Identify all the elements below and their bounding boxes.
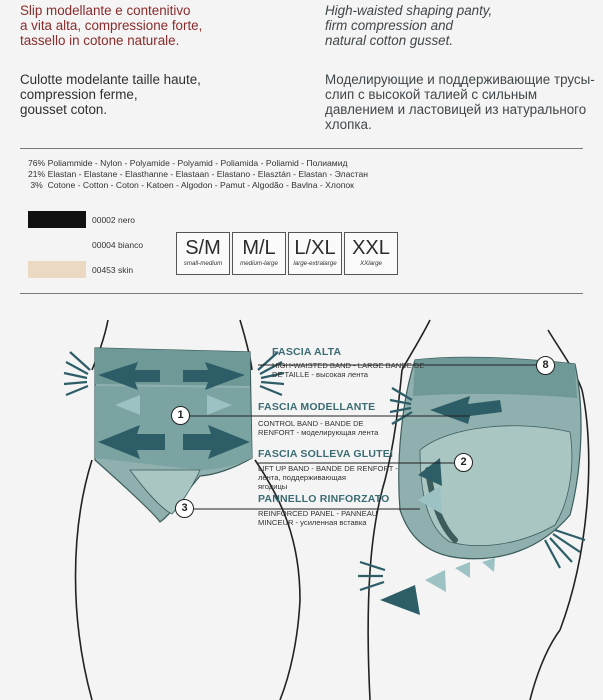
callout-number-2: 2 — [454, 453, 473, 472]
description-french: Culotte modelante taille haute, compression ferme, gousset coton. — [20, 72, 201, 117]
callout-title-fascia-modellante: FASCIA MODELLANTE — [258, 401, 376, 413]
size-box-ml — [232, 232, 286, 275]
size-sub: XXlarge — [359, 260, 382, 267]
colour-label: 00453 skin — [92, 265, 134, 275]
size-code: L/XL — [294, 237, 336, 259]
divider-bottom — [20, 293, 583, 294]
divider-top — [20, 148, 583, 149]
description-russian: Моделирующие и поддерживающие трусы- слип с высокой талией с сильным давлением и ластовицей из натурального хлопка. — [325, 72, 595, 132]
callout-desc-fascia-alta: HIGH-WAISTED BAND - LARGE BANDE DE DE TAILLE - высокая лента — [272, 361, 425, 379]
callout-number-3: 3 — [175, 499, 194, 518]
back-garment — [399, 357, 581, 558]
colour-label: 00002 nero — [92, 215, 136, 225]
callout-desc-pannello-rinforzato: REINFORCED PANEL - PANNEAU MINCEUR - усиленная вставка — [258, 509, 378, 527]
callout-desc-fascia-modellante: CONTROL BAND - BANDE DE RENFORT - моделирующая лента — [258, 419, 379, 437]
colour-swatch-skin — [28, 261, 86, 278]
description-italian: Slip modellante e contenitivo a vita alta, compressione forte, tassello in cotone naturale. — [20, 3, 203, 48]
size-sub: medium-large — [240, 260, 278, 267]
size-box-xxl — [344, 232, 398, 275]
size-box-lxl — [288, 232, 342, 275]
description-english: High-waisted shaping panty, firm compression and natural cotton gusset. — [325, 3, 493, 48]
composition-line: 76% Poliammide - Nylon - Polyamide - Polyamid - Poliamida - Poliamid - Полиамид — [28, 158, 348, 168]
size-sub: large-extralarge — [293, 260, 337, 267]
callout-desc-fascia-solleva-glutei: LIFT UP BAND - BANDE DE RENFORT - лента, поддерживающая ягодицы — [258, 464, 398, 491]
callout-title-fascia-alta: FASCIA ALTA — [272, 346, 342, 358]
size-box-sm — [176, 232, 230, 275]
callout-number-8: 8 — [536, 356, 555, 375]
composition-line: 21% Elastan - Elastane - Elasthanne - Elastaan - Elastano - Elasztán - Elastan - Эластан — [28, 169, 369, 179]
size-sub: small-medium — [183, 260, 223, 267]
size-code: S/M — [185, 237, 221, 259]
colour-swatch-nero — [28, 211, 86, 228]
colour-label: 00004 bianco — [92, 240, 144, 250]
callout-title-fascia-solleva-glutei: FASCIA SOLLEVA GLUTEI — [258, 448, 394, 460]
composition-line: 3% Cotone - Cotton - Coton - Katoen - Algodon - Pamut - Algodão - Bavlna - Хлопок — [28, 180, 354, 190]
colour-swatch-bianco — [28, 236, 86, 253]
size-code: M/L — [242, 237, 276, 259]
size-code: XXL — [352, 237, 390, 259]
callout-number-1: 1 — [171, 406, 190, 425]
callout-title-pannello-rinforzato: PANNELLO RINFORZATO — [258, 493, 390, 505]
